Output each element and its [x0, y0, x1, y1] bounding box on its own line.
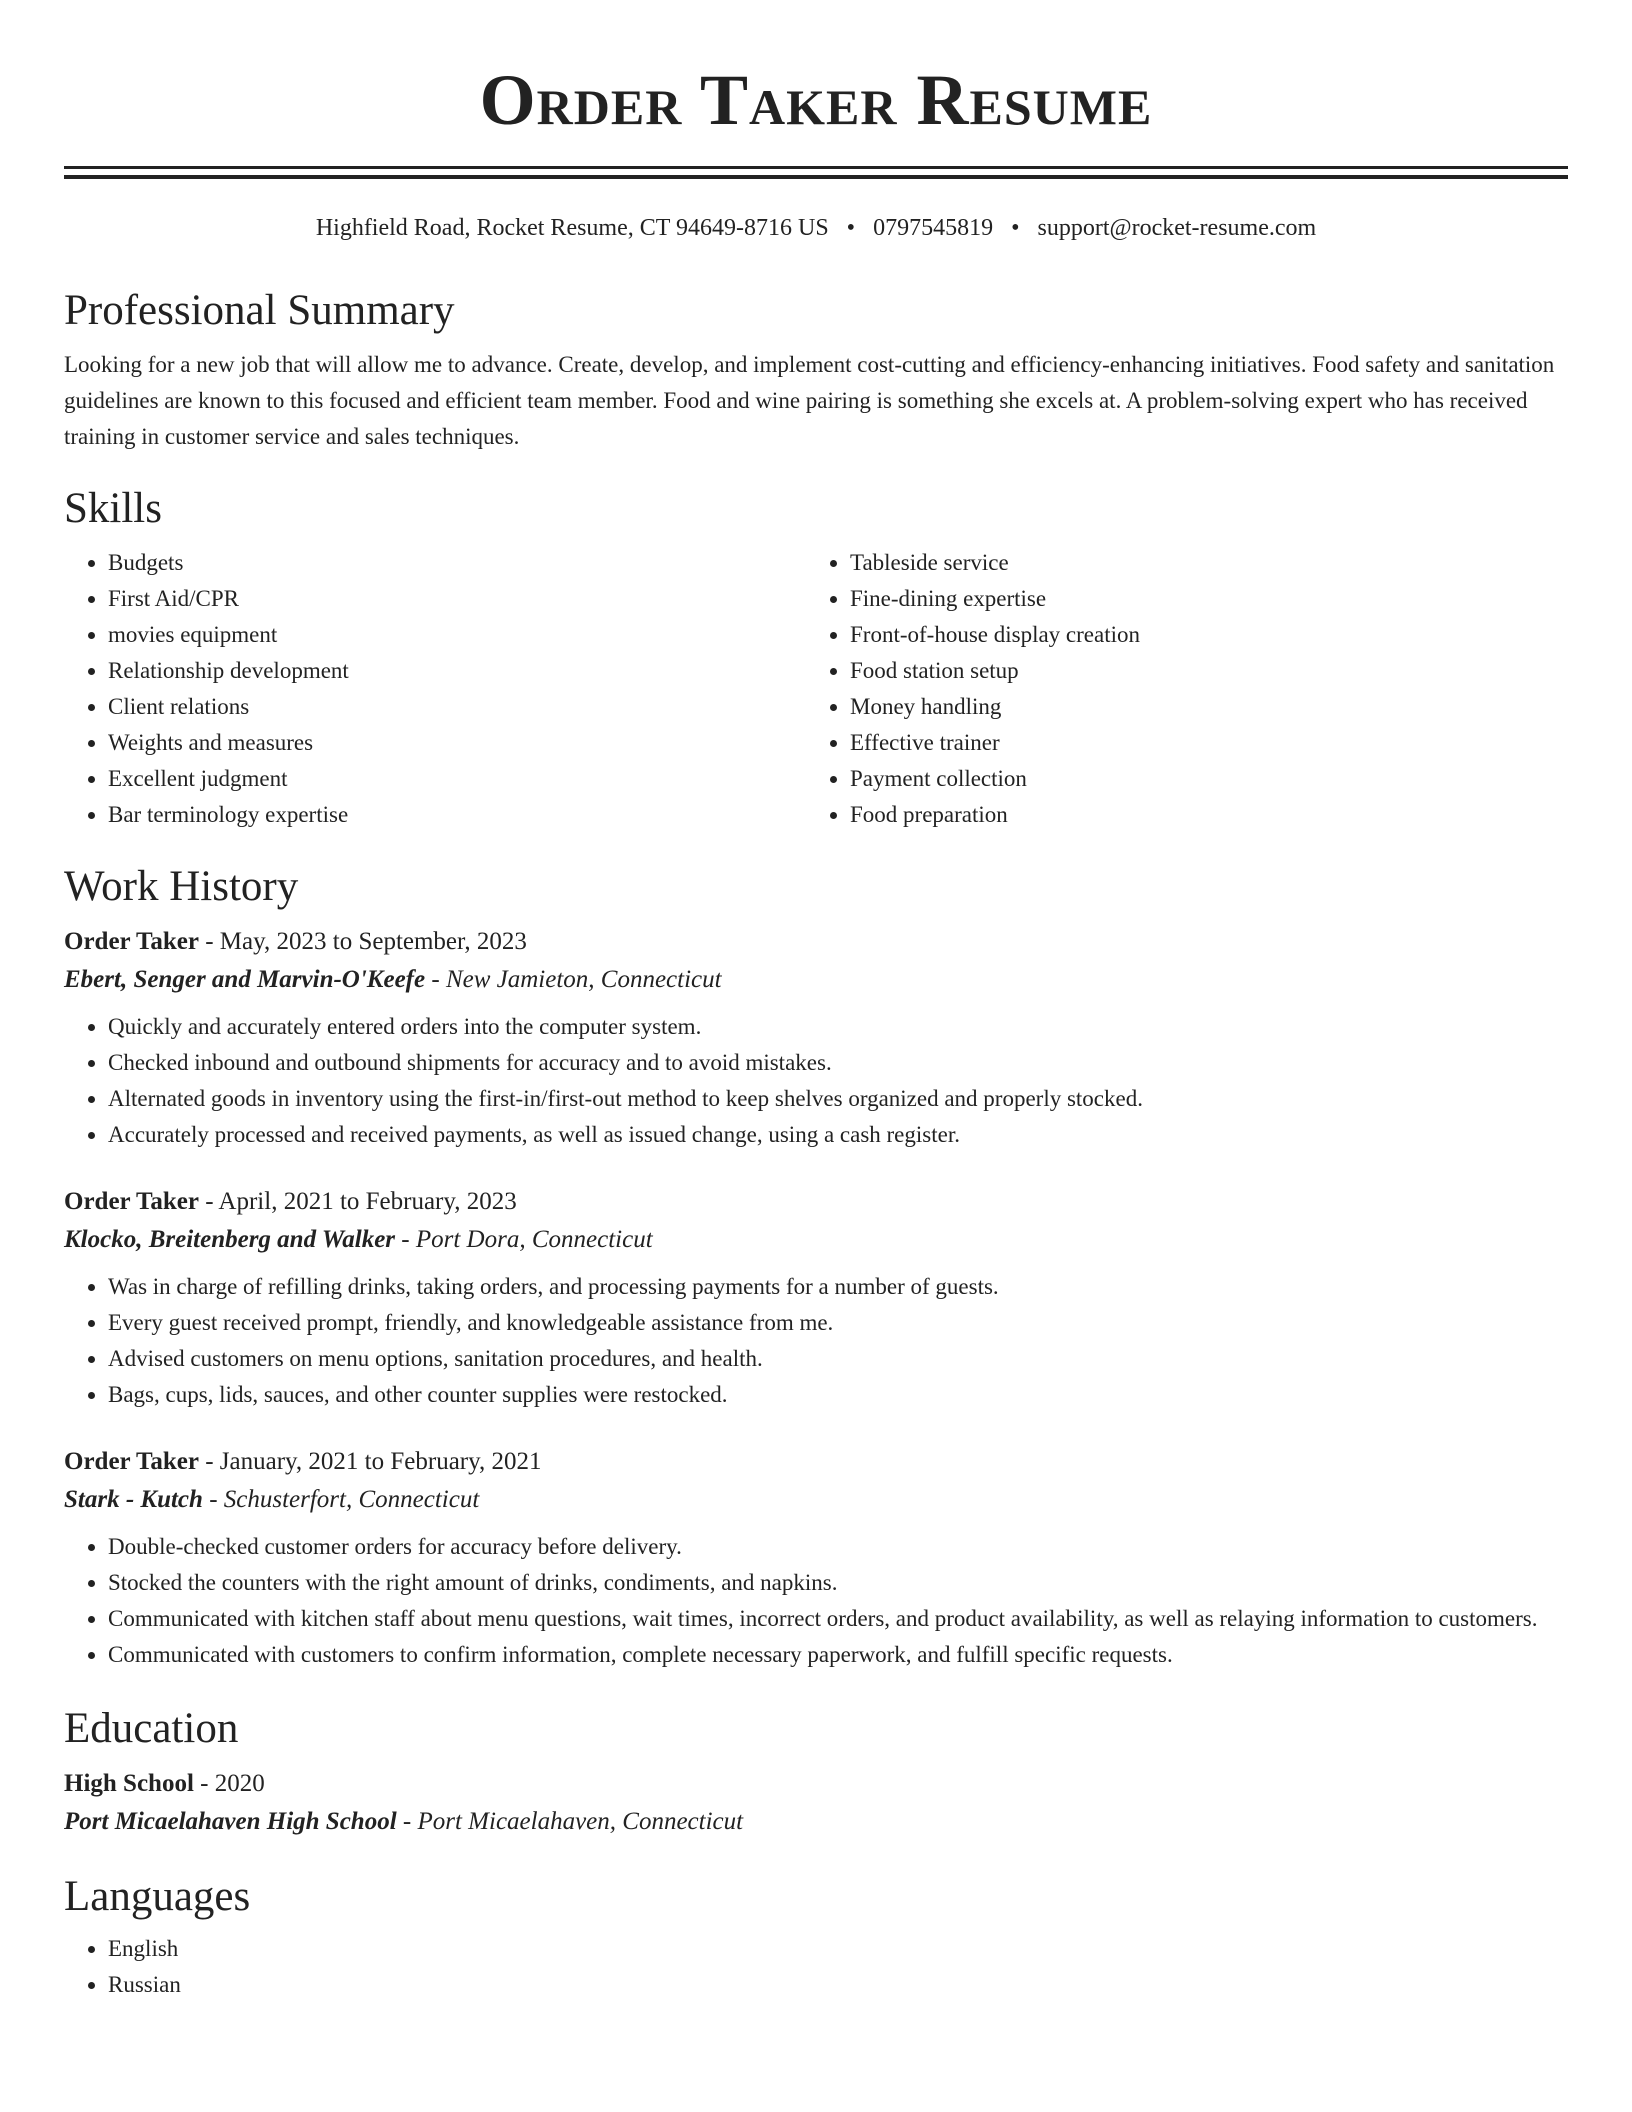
- job-duty: • Accurately processed and received payments, as well as issued change, using a cash register.: [108, 1117, 1568, 1153]
- job-duty: • Double-checked customer orders for accuracy before delivery.: [108, 1529, 1568, 1565]
- job-entry: [64, 1443, 1568, 1673]
- skill-item: • First Aid/CPR: [108, 581, 806, 617]
- job-title: Order Taker: [64, 1448, 199, 1475]
- job-duty: • Communicated with customers to confirm information, complete necessary paperwork, and fulfill specific requests.: [108, 1637, 1568, 1673]
- skill-item: • Food station setup: [850, 653, 1548, 689]
- resume-title: Order Taker Resume: [479, 60, 1153, 140]
- job-duty: • Advised customers on menu options, sanitation procedures, and health.: [108, 1341, 1568, 1377]
- job-title-line: [64, 1183, 1568, 1221]
- skill-item: • Fine-dining expertise: [850, 581, 1548, 617]
- job-dash: -: [202, 1486, 224, 1513]
- resume-page: [64, 0, 1568, 2003]
- language-item: • Russian: [108, 1967, 1568, 2003]
- job-company: Ebert, Senger and Marvin-O'Keefe: [64, 966, 426, 993]
- summary-heading: Professional Summary: [64, 287, 455, 334]
- contact-address: Highfield Road, Rocket Resume, CT 94649-8716 US: [315, 215, 829, 241]
- job-title-line: [64, 923, 1568, 961]
- skill-item: • Budgets: [108, 545, 806, 581]
- job-duty: • Checked inbound and outbound shipments for accuracy and to avoid mistakes.: [108, 1045, 1568, 1081]
- work-history-heading: Work History: [64, 863, 299, 910]
- education-location: Port Micaelahaven, Connecticut: [417, 1808, 744, 1835]
- skill-item: • Food preparation: [850, 797, 1548, 833]
- job-dash: -: [198, 1188, 219, 1215]
- job-company: Klocko, Breitenberg and Walker: [64, 1226, 396, 1253]
- skill-item: • Effective trainer: [850, 725, 1548, 761]
- job-dates: April, 2021 to February, 2023: [218, 1188, 517, 1215]
- skill-item: • Bar terminology expertise: [108, 797, 806, 833]
- skills-column-right: [806, 545, 1548, 833]
- skill-item: • Money handling: [850, 689, 1548, 725]
- title-divider-top: [64, 166, 1568, 169]
- job-title: Order Taker: [64, 1188, 199, 1215]
- skill-item: • Front-of-house display creation: [850, 617, 1548, 653]
- language-item: • English: [108, 1931, 1568, 1967]
- job-duty: • Bags, cups, lids, sauces, and other counter supplies were restocked.: [108, 1377, 1568, 1413]
- education-school-line: [64, 1803, 1568, 1841]
- skills-grid: [64, 545, 1568, 833]
- skill-item: • Relationship development: [108, 653, 806, 689]
- job-duty: • Was in charge of refilling drinks, taking orders, and processing payments for a number of guests.: [108, 1269, 1568, 1305]
- contact-email: support@rocket-resume.com: [1037, 215, 1317, 241]
- languages-heading: Languages: [64, 1873, 251, 1920]
- skills-column-left: [64, 545, 806, 833]
- title-divider-bottom: [64, 175, 1568, 179]
- job-duty: • Stocked the counters with the right amount of drinks, condiments, and napkins.: [108, 1565, 1568, 1601]
- job-location: Port Dora, Connecticut: [415, 1226, 653, 1253]
- skills-list-right: [806, 545, 1548, 833]
- job-duties-list: [64, 1009, 1568, 1153]
- skill-item: • Tableside service: [850, 545, 1548, 581]
- job-dash: -: [395, 1226, 416, 1253]
- job-duty: • Alternated goods in inventory using the first-in/first-out method to keep shelves organized and properly stocked.: [108, 1081, 1568, 1117]
- skills-list-left: [64, 545, 806, 833]
- skill-item: • Payment collection: [850, 761, 1548, 797]
- job-title: Order Taker: [64, 928, 199, 955]
- job-company-line: [64, 1221, 1568, 1259]
- job-duties-list: [64, 1529, 1568, 1673]
- job-duty: • Every guest received prompt, friendly, and knowledgeable assistance from me.: [108, 1305, 1568, 1341]
- contact-phone: 0797545819: [873, 215, 994, 241]
- job-duty: • Communicated with kitchen staff about menu questions, wait times, incorrect orders, and product availability, as well as relaying information to customers.: [108, 1601, 1568, 1637]
- languages-list: [64, 1931, 1568, 2003]
- job-dates: May, 2023 to September, 2023: [219, 928, 527, 955]
- education-school: Port Micaelahaven High School: [64, 1808, 397, 1835]
- contact-line: [64, 213, 1568, 243]
- job-dash: -: [425, 966, 446, 993]
- education-degree-line: [64, 1765, 1568, 1803]
- job-dash: -: [198, 1448, 220, 1475]
- job-duty: • Quickly and accurately entered orders into the computer system.: [108, 1009, 1568, 1045]
- contact-separator: •: [846, 215, 856, 241]
- skill-item: • movies equipment: [108, 617, 806, 653]
- job-company: Stark - Kutch: [64, 1486, 203, 1513]
- job-company-line: [64, 1481, 1568, 1519]
- education-heading: Education: [64, 1705, 239, 1752]
- job-duties-list: [64, 1269, 1568, 1413]
- education-entry: [64, 1765, 1568, 1841]
- job-dates: January, 2021 to February, 2021: [219, 1448, 542, 1475]
- education-dash: -: [193, 1770, 215, 1797]
- job-location: New Jamieton, Connecticut: [445, 966, 722, 993]
- summary-text: Looking for a new job that will allow me to advance. Create, develop, and implement cost-cutting and efficiency-enhancing initiatives. Food safety and sanitation guidelines are known to this focused and efficient team member. Food and wine pairing is something she excels at. A problem-solving expert who has received training in customer service and sales techniques.: [64, 352, 1555, 449]
- education-year: 2020: [214, 1770, 265, 1797]
- job-title-line: [64, 1443, 1568, 1481]
- job-location: Schusterfort, Connecticut: [223, 1486, 480, 1513]
- job-dash: -: [198, 928, 220, 955]
- contact-separator: •: [1011, 215, 1020, 241]
- education-degree: High School: [64, 1770, 194, 1797]
- job-entry: [64, 923, 1568, 1153]
- job-company-line: [64, 961, 1568, 999]
- skills-heading: Skills: [64, 485, 162, 532]
- skill-item: • Excellent judgment: [108, 761, 806, 797]
- skill-item: • Weights and measures: [108, 725, 806, 761]
- skill-item: • Client relations: [108, 689, 806, 725]
- education-dash: -: [396, 1808, 418, 1835]
- job-entry: [64, 1183, 1568, 1413]
